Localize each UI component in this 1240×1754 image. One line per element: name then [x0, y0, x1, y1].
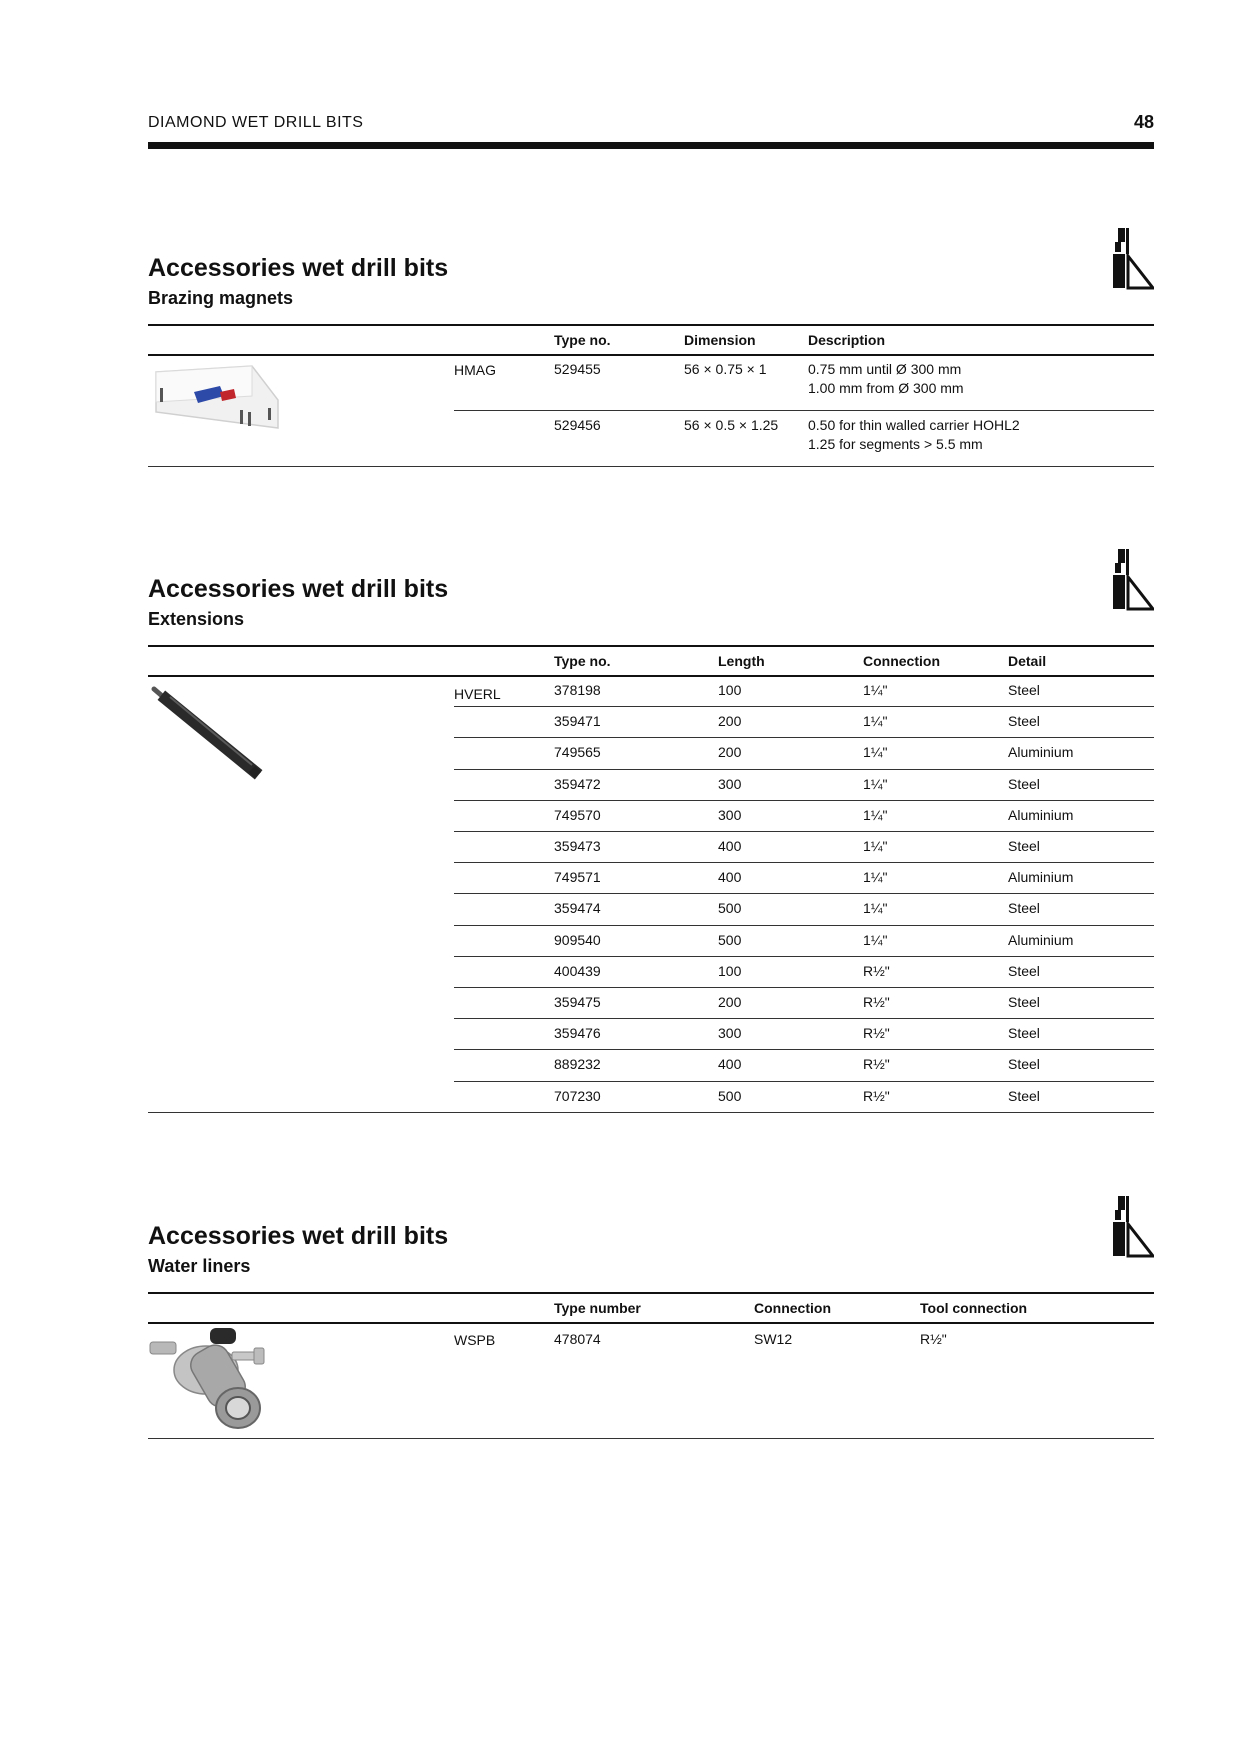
length-cell: 300: [718, 806, 742, 823]
table-bottom-rule: [148, 1112, 1154, 1113]
type-no-cell: 359476: [554, 1025, 601, 1042]
type-no-cell: 359474: [554, 900, 601, 917]
type-no-cell: 909540: [554, 931, 601, 948]
type-no-cell: 359473: [554, 838, 601, 854]
core-drill-stand-icon: [1112, 228, 1154, 290]
running-title: DIAMOND WET DRILL BITS: [148, 114, 364, 131]
page-header: [148, 112, 1154, 132]
row-rule: [454, 706, 1154, 707]
detail-cell: Steel: [1008, 1056, 1040, 1073]
detail-cell: Steel: [1008, 994, 1040, 1010]
type-no-cell: 749565: [554, 744, 601, 761]
type-no-cell: 359475: [554, 994, 601, 1010]
connection-cell: R½": [863, 962, 890, 979]
row-rule: [454, 1018, 1154, 1019]
section-title: Accessories wet drill bits: [148, 575, 449, 603]
description-line-2: 1.00 mm from Ø 300 mm: [808, 380, 964, 396]
length-cell: 400: [718, 869, 742, 886]
length-cell: 300: [718, 775, 742, 792]
section-title: Accessories wet drill bits: [148, 1222, 449, 1250]
detail-cell: Aluminium: [1008, 931, 1074, 948]
length-cell: 300: [718, 1025, 742, 1042]
row-rule: [454, 737, 1154, 738]
length-cell: 200: [718, 713, 742, 730]
table-header-rule: [148, 1322, 1154, 1324]
col-type-no: Type no.: [554, 653, 611, 669]
description-line-2: 1.25 for segments > 5.5 mm: [808, 436, 983, 452]
row-rule: [454, 925, 1154, 926]
col-type-no: Type no.: [554, 332, 611, 348]
connection-cell: R½": [863, 1056, 890, 1073]
type-no-cell: 359471: [554, 713, 601, 730]
row-rule: [454, 800, 1154, 801]
section-title: Accessories wet drill bits: [148, 254, 449, 282]
row-rule: [454, 769, 1154, 770]
row-rule: [454, 1049, 1154, 1050]
dimension-cell: 56 × 0.5 × 1.25: [684, 417, 779, 433]
connection-cell: SW12: [754, 1331, 793, 1347]
core-drill-stand-icon: [1112, 1196, 1154, 1258]
row-rule: [454, 987, 1154, 988]
connection-cell: 1¼": [863, 682, 888, 698]
type-no-cell: 889232: [554, 1056, 601, 1073]
col-detail: Detail: [1008, 653, 1047, 669]
detail-cell: Steel: [1008, 900, 1040, 917]
detail-cell: Steel: [1008, 1087, 1040, 1104]
detail-cell: Aluminium: [1008, 806, 1074, 823]
detail-cell: Steel: [1008, 1025, 1040, 1042]
col-connection: Connection: [754, 1300, 831, 1316]
length-cell: 500: [718, 900, 742, 917]
description-line-1: 0.75 mm until Ø 300 mm: [808, 361, 962, 377]
core-drill-stand-icon: [1112, 549, 1154, 611]
row-rule: [454, 862, 1154, 863]
connection-cell: 1¼": [863, 744, 888, 761]
length-cell: 100: [718, 682, 742, 698]
table-top-rule: [148, 645, 1154, 647]
type-no-cell: 749570: [554, 806, 601, 823]
connection-cell: 1¼": [863, 838, 888, 854]
detail-cell: Steel: [1008, 682, 1040, 698]
detail-cell: Steel: [1008, 713, 1040, 730]
description-line-1: 0.50 for thin walled carrier HOHL2: [808, 417, 1020, 433]
connection-cell: R½": [863, 994, 890, 1010]
brazing-magnet-image: [148, 362, 288, 442]
col-description: Description: [808, 332, 886, 348]
type-number-cell: 478074: [554, 1331, 601, 1347]
detail-cell: Steel: [1008, 838, 1040, 854]
length-cell: 400: [718, 838, 742, 854]
page-number: 48: [1133, 112, 1154, 132]
section-subtitle: Extensions: [148, 609, 245, 629]
connection-cell: 1¼": [863, 806, 888, 823]
detail-cell: Aluminium: [1008, 744, 1074, 761]
length-cell: 200: [718, 744, 742, 761]
table-header-rule: [148, 675, 1154, 677]
row-rule: [454, 1081, 1154, 1082]
col-connection: Connection: [863, 653, 940, 669]
section-subtitle: Brazing magnets: [148, 288, 294, 308]
type-no-cell: 529456: [554, 417, 601, 433]
length-cell: 500: [718, 931, 742, 948]
connection-cell: 1¼": [863, 900, 888, 917]
section-subtitle: Water liners: [148, 1256, 251, 1276]
row-rule: [454, 831, 1154, 832]
connection-cell: 1¼": [863, 775, 888, 792]
water-liner-image: [148, 1326, 268, 1436]
type-no-cell: 749571: [554, 869, 601, 886]
product-code: HMAG: [454, 362, 496, 378]
col-tool-connection: Tool connection: [920, 1300, 1028, 1316]
type-no-cell: 400439: [554, 962, 601, 979]
connection-cell: 1¼": [863, 931, 888, 948]
table-top-rule: [148, 1292, 1154, 1294]
detail-cell: Steel: [1008, 962, 1040, 979]
connection-cell: 1¼": [863, 869, 888, 886]
detail-cell: Steel: [1008, 775, 1040, 792]
product-code: WSPB: [454, 1332, 496, 1348]
header-rule: [148, 142, 1154, 149]
col-dimension: Dimension: [684, 332, 756, 348]
table-header-rule: [148, 354, 1154, 356]
row-rule: [454, 956, 1154, 957]
row-rule: [454, 893, 1154, 894]
connection-cell: R½": [863, 1025, 890, 1042]
detail-cell: Aluminium: [1008, 869, 1074, 886]
table-bottom-rule: [148, 466, 1154, 467]
connection-cell: 1¼": [863, 713, 888, 730]
col-length: Length: [718, 653, 765, 669]
length-cell: 500: [718, 1087, 742, 1104]
connection-cell: R½": [863, 1087, 890, 1104]
type-no-cell: 378198: [554, 682, 601, 698]
table-bottom-rule: [148, 1438, 1154, 1439]
type-no-cell: 707230: [554, 1087, 601, 1104]
table-top-rule: [148, 324, 1154, 326]
length-cell: 400: [718, 1056, 742, 1073]
col-type-number: Type number: [554, 1300, 641, 1316]
tool-connection-cell: R½": [920, 1331, 947, 1347]
extension-rod-image: [148, 681, 268, 781]
length-cell: 100: [718, 962, 742, 979]
type-no-cell: 529455: [554, 361, 601, 377]
type-no-cell: 359472: [554, 775, 601, 792]
product-code: HVERL: [454, 686, 501, 702]
length-cell: 200: [718, 994, 742, 1010]
row-rule: [454, 410, 1154, 411]
dimension-cell: 56 × 0.75 × 1: [684, 361, 767, 377]
